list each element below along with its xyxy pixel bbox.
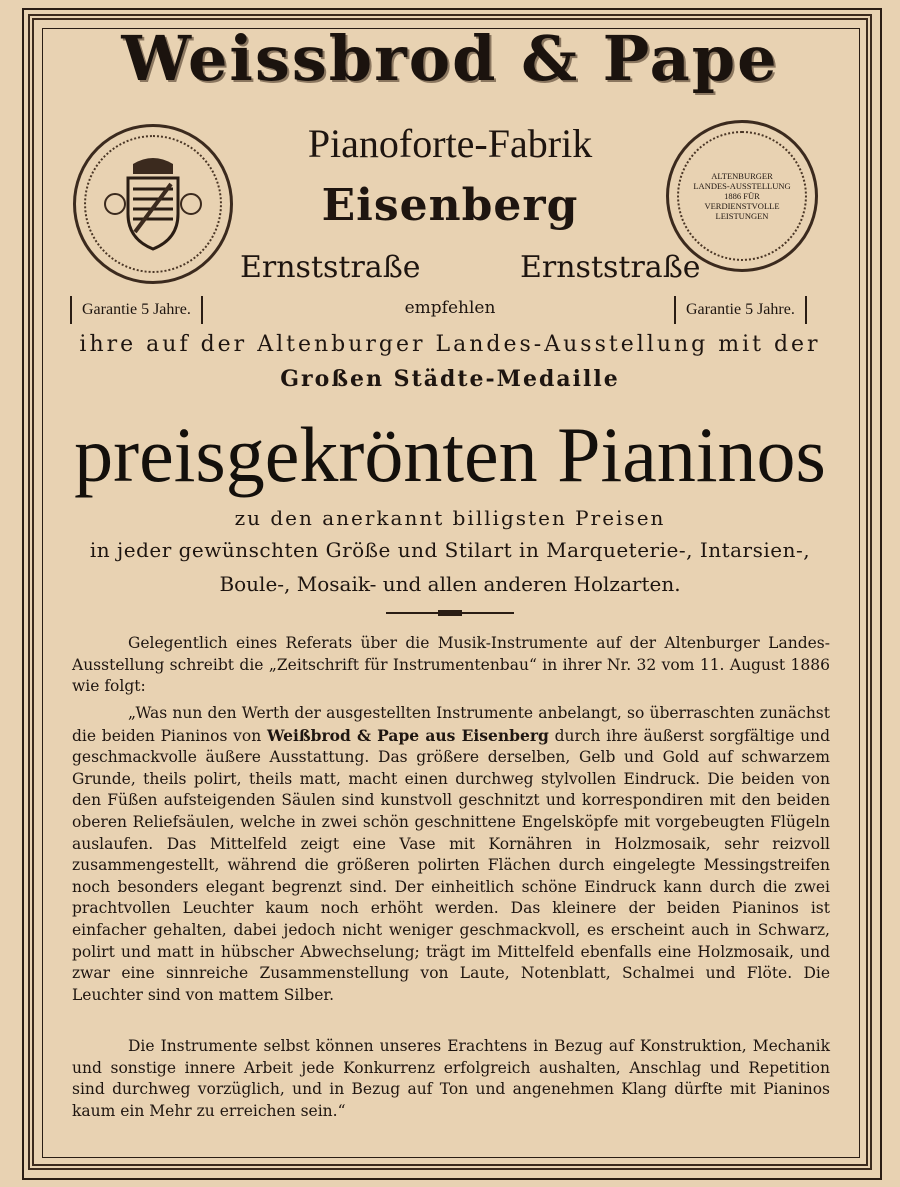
divider	[386, 612, 514, 614]
paragraph-quote	[72, 703, 830, 1006]
city: Eisenberg	[321, 180, 579, 231]
medal-line: Großen Städte-Medaille	[280, 366, 620, 392]
style-line: in jeder gewünschten Größe und Stilart in Marqueterie-, Intarsien-,	[89, 538, 811, 562]
wood-line: Boule-, Mosaik- und allen anderen Holzarten.	[219, 572, 681, 596]
street-right: Ernststraße	[520, 250, 701, 285]
subtitle: Pianoforte-Fabrik	[307, 121, 593, 166]
paragraph-conclusion: Die Instrumente selbst können unseres Erachtens in Bezug auf Konstruktion, Mechanik und sonstige innere Arbeit jede Konkurrenz erfolgreich aushalten, Anschlag und Repetition sind durchweg vorzüglich, und in Bezug auf Ton und angenehmen Klang dürfte mit Pianinos kaum ein Mehr zu erreichen sein.“	[72, 1037, 830, 1120]
price-line: zu den anerkannt billigsten Preisen	[234, 506, 666, 530]
quote-start: „Was nun den Werth der ausgestellten Instrumente anbelangt, so überraschten zunächst die beiden Pianinos von	[72, 704, 830, 745]
quote-rest: durch ihre äußerst sorgfältige und geschmackvolle äußere Ausstattung. Das größere derselben, Gelb und Gold auf schwarzem Grunde, theils polirt, theils matt, macht einen durchweg stylvollen Eindruck. Die beiden von den Füßen aufsteigenden Säulen sind kunstvoll geschnitzt und korrespondiren mit den beiden oberen Reliefsäulen, welche in zwei schön geschnittene Engelsköpfe mit vorgebeugten Flügeln auslaufen. Das Mittelfeld zeigt eine Vase mit Kornähren in Holzmosaik, sehr reizvoll zusammengestellt, während die größeren polirten Flächen durch eingelegte Messingstreifen noch besonders elegant begrenzt sind. Der einheitlich schöne Eindruck kann durch die zwei prachtvollen Leuchter kaum noch erhöht werden. Das kleinere der beiden Pianinos ist einfacher gehalten, dabei jedoch nicht weniger geschmackvoll, es erscheint auch in Schwarz, polirt und matt in hübscher Abwechselung; trägt im Mittelfeld ebenfalls eine Holzmosaik, und zwar eine sinnreiche Zusammenstellung von Laute, Notenblatt, Schalmei und Flöte. Die Leuchter sind von mattem Silber.	[72, 726, 830, 1004]
street-left: Ernststraße	[240, 250, 421, 285]
headline: preisgekrönten Pianinos	[74, 411, 826, 498]
guarantee-right: Garantie 5 Jahre.	[674, 296, 807, 324]
recommend-text: empfehlen	[404, 298, 496, 318]
firm-name: Weissbrod & Pape	[121, 22, 779, 95]
paragraph-intro: Gelegentlich eines Referats über die Musik-Instrumente auf der Altenburger Landes-Ausstellung schreibt die „Zeitschrift für Instrumentenbau“ in ihrer Nr. 32 vom 11. August 1886 wie folgt:	[72, 634, 830, 696]
quote-firm: Weißbrod & Pape aus Eisenberg	[266, 725, 549, 745]
medal-text: ALTENBURGER LANDES-AUSSTELLUNG 1886 FÜR VERDIENSTVOLLE LEISTUNGEN	[693, 171, 791, 221]
exhibition-line: ihre auf der Altenburger Landes-Ausstellung mit der	[79, 332, 821, 357]
guarantee-left: Garantie 5 Jahre.	[70, 296, 203, 324]
